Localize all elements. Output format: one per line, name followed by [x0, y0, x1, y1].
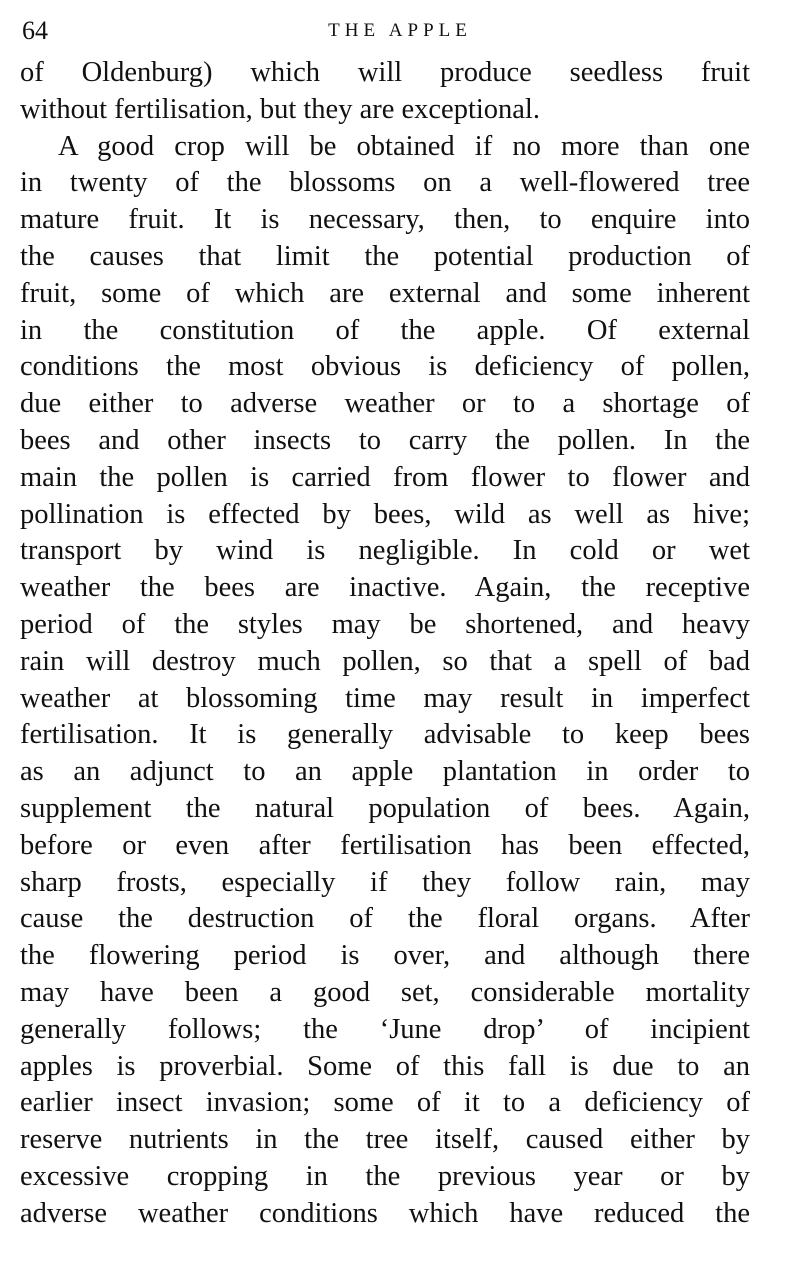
text-line-content: adverse weather conditions which have reduced the [20, 1197, 750, 1229]
text-line-content: excessive cropping in the previous year or by [20, 1160, 750, 1192]
text-line [20, 865, 750, 902]
text-line-content: in the constitution of the apple. Of external [20, 314, 750, 346]
text-line [20, 975, 750, 1012]
text-line [20, 313, 750, 350]
text-line-content: supplement the natural population of bees. Again, [20, 792, 750, 824]
text-line [20, 55, 750, 92]
text-line-content: fruit, some of which are external and some inherent [20, 277, 750, 309]
text-line-content: sharp frosts, especially if they follow rain, may [20, 866, 750, 898]
text-line [20, 165, 750, 202]
text-line [20, 129, 750, 166]
text-line-content: the causes that limit the potential production of [20, 240, 750, 272]
text-line-content: may have been a good set, considerable mortality [20, 976, 750, 1008]
text-line [20, 828, 750, 865]
text-line-content: rain will destroy much pollen, so that a spell of bad [20, 645, 750, 677]
page-number: 64 [22, 16, 48, 45]
text-line-content: of Oldenburg) which will produce seedless fruit [20, 57, 750, 88]
text-line [20, 607, 750, 644]
text-line-content: in twenty of the blossoms on a well-flowered tree [20, 167, 750, 199]
text-line [20, 1049, 750, 1086]
text-line-content: generally follows; the ‘June drop’ of incipient [20, 1013, 750, 1045]
text-line [20, 533, 750, 570]
text-line-content: earlier insect invasion; some of it to a deficiency of [20, 1087, 750, 1119]
text-line-content: reserve nutrients in the tree itself, caused either by [20, 1124, 750, 1156]
text-line [20, 239, 750, 276]
text-line [20, 1085, 750, 1122]
text-line [20, 497, 750, 534]
text-line-content: the flowering period is over, and although there [20, 940, 750, 972]
text-line-content: as an adjunct to an apple plantation in order to [20, 756, 750, 788]
text-line-content: period of the styles may be shortened, and heavy [20, 608, 750, 640]
text-line-content: A good crop will be obtained if no more than one [58, 130, 750, 162]
text-line-content: transport by wind is negligible. In cold or wet [20, 535, 750, 567]
text-line-content: weather the bees are inactive. Again, the receptive [20, 572, 750, 604]
body-text [20, 55, 750, 1233]
text-line [20, 717, 750, 754]
text-line [20, 1012, 750, 1049]
text-line [20, 276, 750, 313]
running-title: THE APPLE [328, 20, 472, 41]
text-line [20, 938, 750, 975]
text-line-content: without fertilisation, but they are exceptional. [20, 93, 540, 125]
text-line [20, 1196, 750, 1233]
text-line [20, 681, 750, 718]
text-line-content: weather at blossoming time may result in imperfect [20, 682, 750, 714]
text-line-content: conditions the most obvious is deficiency of pollen, [20, 351, 750, 383]
text-line [20, 460, 750, 497]
text-line [20, 423, 750, 460]
text-line [20, 644, 750, 681]
text-line [20, 1122, 750, 1159]
text-line-content: due either to adverse weather or to a shortage of [20, 388, 750, 420]
text-line-content: fertilisation. It is generally advisable to keep bees [20, 719, 750, 751]
text-line [20, 570, 750, 607]
text-line [20, 202, 750, 239]
text-line-content: pollination is effected by bees, wild as well as hive; [20, 498, 750, 530]
text-line-content: main the pollen is carried from flower to flower and [20, 461, 750, 493]
text-line [20, 349, 750, 386]
text-line [20, 754, 750, 791]
text-line-content: apples is proverbial. Some of this fall is due to an [20, 1050, 750, 1082]
text-line [20, 92, 750, 129]
text-line-content: bees and other insects to carry the pollen. In the [20, 424, 750, 456]
text-line [20, 386, 750, 423]
text-line [20, 901, 750, 938]
text-line-content: before or even after fertilisation has been effected, [20, 829, 750, 861]
text-line [20, 791, 750, 828]
text-line-content: mature fruit. It is necessary, then, to enquire into [20, 204, 750, 236]
text-line [20, 1159, 750, 1196]
text-line-content: cause the destruction of the floral organs. After [20, 903, 750, 935]
